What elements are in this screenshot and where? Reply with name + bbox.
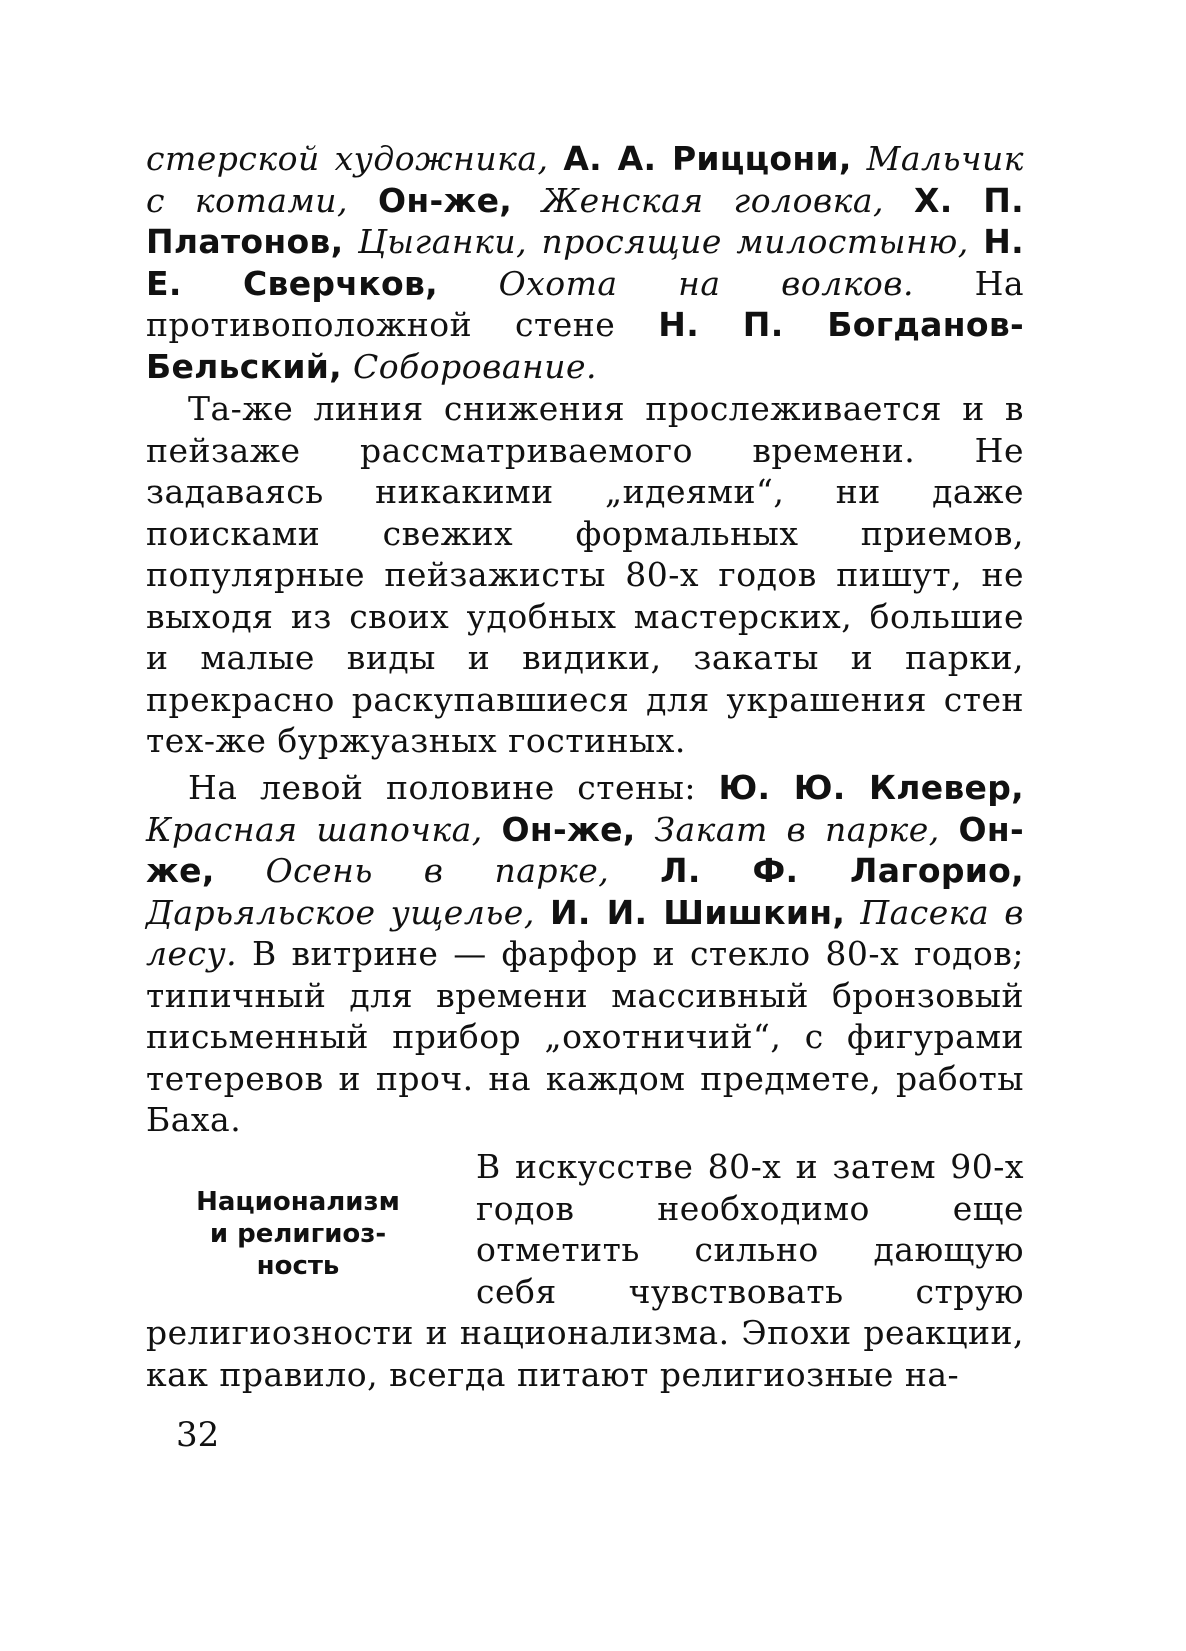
artist-name: Он-же,	[501, 809, 636, 849]
artwork-title: Соборование.	[353, 346, 598, 386]
artwork-title: Закат в парке,	[654, 809, 940, 849]
artwork-title: Цыганки, просящие милостыню,	[357, 222, 969, 261]
artwork-title: Охота на волков.	[498, 263, 914, 303]
artwork-title: Красная шапочка,	[146, 809, 483, 849]
text-fragment: На противоположной стене	[146, 263, 1025, 344]
side-heading-line: и религиоз-	[209, 1219, 387, 1249]
side-heading-line: ность	[256, 1251, 340, 1281]
paragraph-landscape: Та-же линия снижения прослеживается и в пейзаже рассматриваемого времени. Не задаваясь никакими „идеями“, ни даже поисками свежих формальных приемов, популярные пейзажисты 80-х годов пишут, не выходя из своих удобных мастерских, большие и малые виды и видики, закаты и парки, прекрасно раскупавшиеся для украшения стен тех-же буржуазных гостиных.	[146, 389, 1024, 760]
text-fragment: На левой половине стены:	[188, 768, 696, 807]
artist-name: Х. П. Платонов,	[146, 180, 1025, 261]
artwork-title: Мальчик с котами,	[146, 139, 1024, 220]
paragraph-nationalism	[146, 1146, 1024, 1395]
paragraph-artworks-2	[146, 767, 1024, 1141]
side-heading-line: Национализм	[196, 1187, 400, 1217]
artwork-title: Осень в парке,	[265, 851, 610, 890]
artist-name: Ю. Ю. Клевер,	[718, 768, 1024, 807]
artist-name: А. А. Риццони,	[563, 139, 852, 178]
artist-name: Л. Ф. Лагорио,	[660, 851, 1024, 890]
artwork-title: Женская головка,	[542, 180, 885, 220]
artist-name: И. И. Шишкин,	[549, 892, 846, 932]
artist-name: Он-же,	[146, 809, 1024, 890]
paragraph-text: В искусстве 80-х и затем 90-х годов необходимо еще отметить сильно дающую себя чувствовать струю религиозности и национализма. Эпохи реакции, как правило, всегда питают религиозные на-	[146, 1147, 1024, 1394]
side-heading-spacer	[146, 1146, 476, 1296]
artist-name: Он-же,	[378, 180, 513, 220]
paragraph-artworks-1	[146, 138, 1024, 387]
text-fragment: стерской художника,	[146, 139, 549, 178]
page-number: 32	[176, 1415, 220, 1455]
artwork-title: Дарьяльское ущелье,	[146, 892, 535, 932]
artist-name: Н. П. Богданов-Бельский,	[146, 305, 1025, 386]
artwork-title: Пасека в лесу.	[146, 892, 1024, 973]
text-fragment: В витрине — фарфор и стекло 80-х годов; типичный для времени массивный бронзовый письменный прибор „охотничий“, с фигурами тетеревов и проч. на каждом предмете, работы Баха.	[146, 934, 1024, 1139]
artist-name: Н. Е. Сверчков,	[146, 222, 1024, 303]
